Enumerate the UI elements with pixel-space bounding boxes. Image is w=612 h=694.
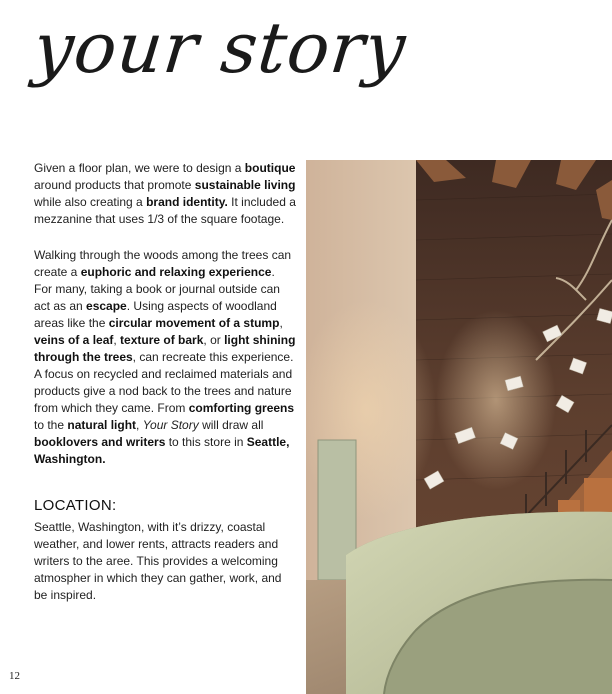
location-paragraph: Seattle, Washington, with it’s drizzy, coastal weather, and lower rents, attracts readers and writers to the aree. This provides a welcoming atmospher in which they can gather, work, and be inspired. (34, 520, 282, 602)
text-column (34, 160, 296, 623)
page-title: your story (29, 7, 411, 89)
location-heading: LOCATION: (34, 497, 117, 514)
page-number: 12 (9, 670, 20, 682)
intro-paragraph: Given a floor plan, we were to design a boutique around products that promote sustainable living while also creating a brand identity. It included a mezzanine that uses 1/3 of the square footage. (34, 161, 296, 226)
concept-paragraph: Walking through the woods among the trees can create a euphoric and relaxing experience. For many, taking a book or journal outside can act as an escape. Using aspects of woodland areas like the circular movement of a stump, veins of a leaf, texture of bark, or light shining through the trees, can recreate this experience. A focus on recycled and reclaimed materials and products give a nod back to the trees and nature from which they came. From comforting greens to the natural light, Your Story will draw all booklovers and writers to this store in Seattle, Washington. (34, 248, 296, 466)
green-service-counter (346, 512, 612, 694)
store-interior-rendering (306, 160, 612, 694)
